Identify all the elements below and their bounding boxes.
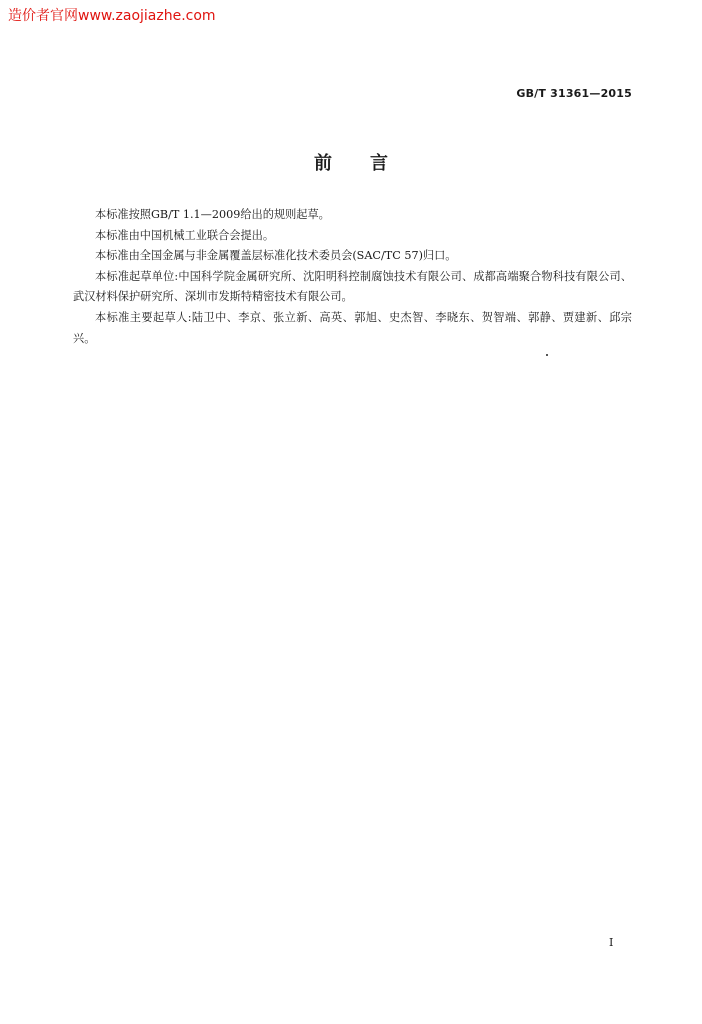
paragraph-committee: 本标准由全国金属与非金属覆盖层标准化技术委员会(SAC/TC 57)归口。: [95, 249, 457, 263]
page-number: I: [609, 936, 614, 949]
scan-speck: [546, 354, 548, 356]
paragraph-drafters: 本标准主要起草人:陆卫中、李京、张立新、高英、郭旭、史杰智、李晓东、贺智端、郭静、贾建新、邱宗兴。: [73, 310, 632, 345]
paragraph-proposer: 本标准由中国机械工业联合会提出。: [95, 228, 275, 242]
paragraph-drafting-units: 本标准起草单位:中国科学院金属研究所、沈阳明科控制腐蚀技术有限公司、成都高端聚合物科技有限公司、武汉材料保护研究所、深圳市发斯特精密技术有限公司。: [73, 269, 632, 304]
paragraph-drafting-rules: 本标准按照GB/T 1.1—2009给出的规则起草。: [95, 208, 330, 221]
foreword-body: [73, 205, 632, 349]
standard-code: GB/T 31361—2015: [516, 87, 632, 100]
watermark-link[interactable]: 造价者官网www.zaojiazhe.com: [8, 8, 216, 24]
page-title: 前言: [314, 153, 426, 174]
